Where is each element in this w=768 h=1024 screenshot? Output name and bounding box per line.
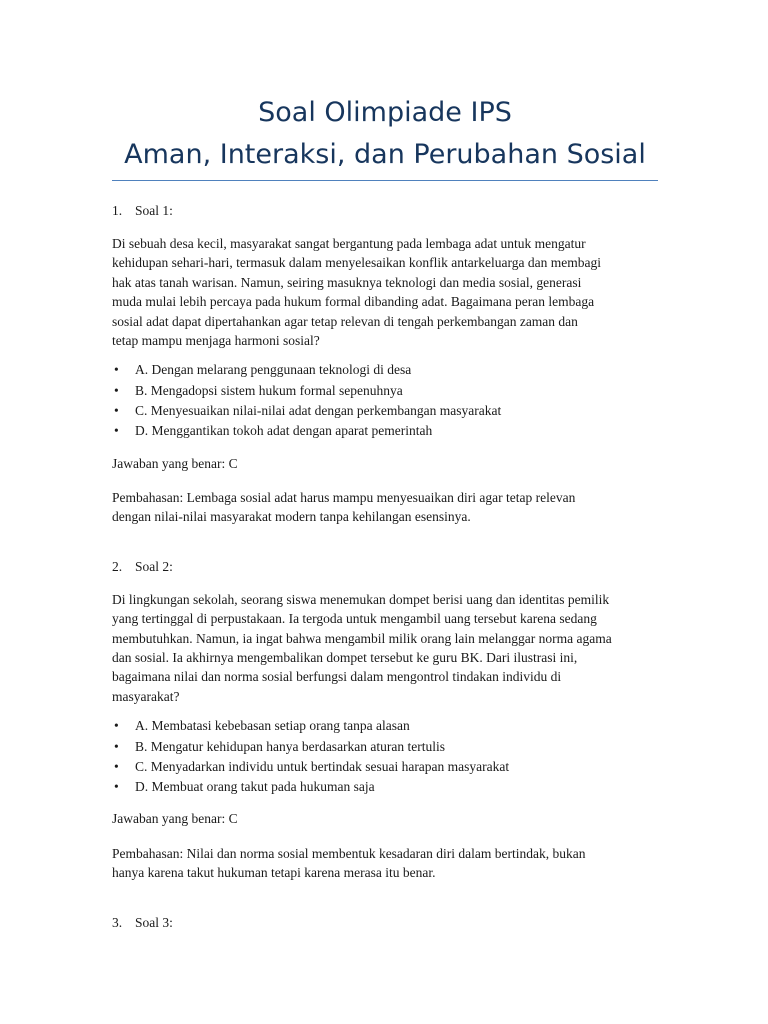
question-label: Soal 3: [135,914,173,930]
bullet-icon: • [114,382,119,398]
document-body [112,201,658,932]
options-list-2 [112,716,658,797]
option-text: A. Dengan melarang penggunaan teknologi di desa [135,362,412,378]
question-label: Soal 1: [135,203,173,218]
title-underline [112,180,658,181]
question-line: hak atas tanah warisan. Namun, seiring masuknya teknologi dan media sosial, generasi [112,274,582,290]
option-item [112,716,658,736]
question-line: dan sosial. Ia akhirnya mengembalikan dompet tersebut ke guru BK. Dari ilustrasi ini, [112,650,578,666]
question-text-1 [112,234,658,350]
option-text: D. Menggantikan tokoh adat dengan aparat pemerintah [135,423,433,439]
question-line: tetap mampu menjaga harmoni sosial? [112,333,320,349]
answer-text-1: Jawaban yang benar: C [112,455,238,471]
option-item [112,421,658,441]
bullet-icon: • [114,718,119,734]
question-line: sosial adat dapat dipertahankan agar tetap relevan di tengah perkembangan zaman dan [112,313,578,329]
option-item [112,757,658,777]
question-line: masyarakat? [112,688,180,704]
explanation-line: Pembahasan: Lembaga sosial adat harus mampu menyesuaikan diri agar tetap relevan [112,490,576,506]
question-heading-1 [112,201,658,220]
question-label: Soal 2: [135,558,173,574]
options-list-1 [112,360,658,441]
question-number: 1. [112,203,123,218]
question-line: yang tertinggal di perpustakaan. Ia tergoda untuk mengambil uang tersebut karena sedang [112,611,597,627]
bullet-icon: • [114,423,119,439]
option-item [112,401,658,421]
question-heading-3 [112,913,658,932]
bullet-icon: • [114,779,119,795]
question-number: 2. [112,558,123,574]
question-number: 3. [112,914,123,930]
explanation-text-2 [112,844,658,883]
title-line-2: Aman, Interaksi, dan Perubahan Sosial [124,139,646,170]
bullet-icon: • [114,758,119,774]
question-line: Di lingkungan sekolah, seorang siswa menemukan dompet berisi uang dan identitas pemilik [112,591,610,607]
bullet-icon: • [114,403,119,419]
answer-text-2: Jawaban yang benar: C [112,811,238,827]
bullet-icon: • [114,738,119,754]
explanation-line: Pembahasan: Nilai dan norma sosial membentuk kesadaran diri dalam bertindak, bukan [112,845,586,861]
question-line: membutuhkan. Namun, ia ingat bahwa mengambil milik orang lain melanggar norma agama [112,630,612,646]
question-line: Di sebuah desa kecil, masyarakat sangat bergantung pada lembaga adat untuk mengatur [112,236,586,251]
option-item [112,737,658,757]
option-text: B. Mengadopsi sistem hukum formal sepenuhnya [135,382,403,398]
option-item [112,360,658,380]
option-item [112,381,658,401]
option-item [112,777,658,797]
question-heading-2 [112,557,658,576]
section-spacer [112,527,658,557]
title-line-1: Soal Olimpiade IPS [258,97,512,128]
explanation-line: hanya karena takut hukuman tetapi karena merasa itu benar. [112,865,436,881]
option-text: C. Menyesuaikan nilai-nilai adat dengan perkembangan masyarakat [135,403,502,419]
bullet-icon: • [114,362,119,378]
option-text: B. Mengatur kehidupan hanya berdasarkan aturan tertulis [135,738,446,754]
question-line: bagaimana nilai dan norma sosial berfungsi dalam mengontrol tindakan individu di [112,669,562,685]
question-line: kehidupan sehari-hari, termasuk dalam menyelesaikan konflik antarkeluarga dan membagi [112,255,601,271]
explanation-line: dengan nilai-nilai masyarakat modern tanpa kehilangan esensinya. [112,509,471,525]
question-line: muda mulai lebih percaya pada hukum formal dibanding adat. Bagaimana peran lembaga [112,294,595,310]
document-title [112,92,658,176]
question-text-2 [112,590,658,706]
option-text: D. Membuat orang takut pada hukuman saja [135,779,375,795]
explanation-text-1 [112,488,658,527]
section-spacer [112,883,658,913]
option-text: A. Membatasi kebebasan setiap orang tanpa alasan [135,718,410,734]
option-text: C. Menyadarkan individu untuk bertindak sesuai harapan masyarakat [135,758,510,774]
